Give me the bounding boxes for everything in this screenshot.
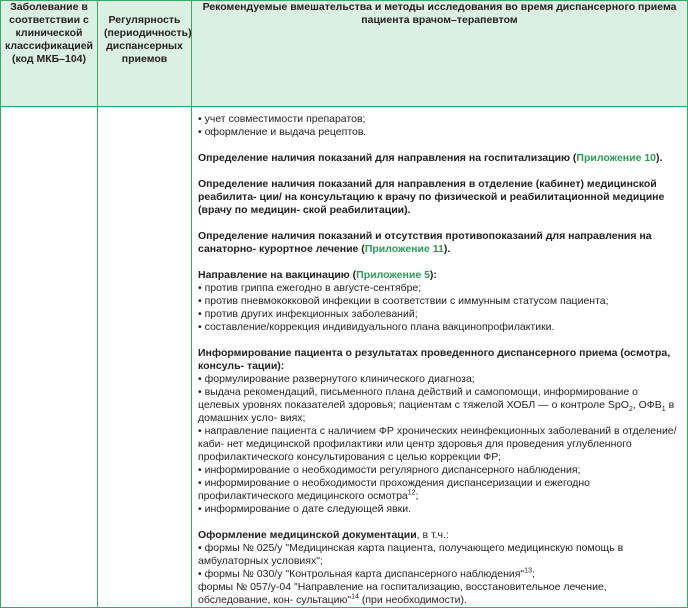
list-item: • против гриппа ежегодно в августе-сентябре;: [198, 282, 422, 294]
cell-regularity: [98, 107, 192, 608]
section-vaccination: Направление на вакцинацию (Приложение 5):: [198, 269, 437, 281]
cell-interventions: [192, 107, 688, 608]
list-item: • против пневмококковой инфекции в соответствии с иммунным статусом пациента;: [198, 295, 609, 307]
section-documentation: Оформление медицинской документации, в т.ч.:: [198, 529, 449, 541]
header-regularity: Регулярность (периодичность) диспансерных приемов: [98, 1, 192, 107]
cell-disease: [1, 107, 98, 608]
list-item: • оформление и выдача рецептов.: [198, 126, 367, 138]
list-item: • информирование о дате следующей явки.: [198, 503, 412, 515]
table-row: [1, 107, 688, 608]
interventions-content: [192, 107, 687, 607]
list-item: • информирование о необходимости регулярного диспансерного наблюдения;: [198, 464, 581, 476]
list-item: • формулирование развернутого клинического диагноза;: [198, 373, 475, 385]
header-disease-classification: Заболевание в соответствии с клинической классификацией (код МКБ–104): [1, 1, 98, 107]
list-item: • выдача рекомендаций, письменного плана действий и самопомощи, информирование о целевых уровнях показателей здоровья; пациентам с тяжелой ХОБЛ — о контроле SpO$_2$, $ОФВ_1$ в домашних усло- виях;: [198, 386, 675, 424]
list-item: • направление пациента с наличием ФР хронических неинфекционных заболеваний в отделение/каби- нет медицинской профилактики или центр здоровья для проведения углубленного профилактического консультирования с целью коррекции ФР;: [198, 425, 677, 463]
appendix-5-link[interactable]: Приложение 5: [356, 269, 430, 281]
list-item: • формы № 030/у "Контрольная карта диспансерного наблюдения"$^{13}$;: [198, 567, 535, 580]
section-sanatorium: Определение наличия показаний и отсутствия противопоказаний для направления на санаторно- курортное лечение (Приложение 11).: [198, 230, 652, 255]
list-item: • составление/коррекция индивидуального плана вакцинопрофилактики.: [198, 321, 555, 333]
header-interventions: Рекомендуемые вмешательства и методы исследования во время диспансерного приема пациента врачом–терапевтом: [192, 1, 688, 107]
section-rehabilitation: Определение наличия показаний для направления в отделение (кабинет) медицинской реабилита- ции/ на консультацию к врачу по физической и реабилитационной медицине (врачу по медицин- ской реабилитации).: [198, 178, 665, 216]
section-hospitalization: Определение наличия показаний для направления на госпитализацию (Приложение 10).: [198, 152, 663, 164]
list-item: • учет совместимости препаратов;: [198, 113, 366, 125]
list-item: формы № 057/у-04 "Направление на госпитализацию, восстановительное лечение, обследование, кон- сультацию"$^{14}$ (при необходимости).: [198, 581, 607, 606]
list-item: • против других инфекционных заболеваний;: [198, 308, 418, 320]
appendix-10-link[interactable]: Приложение 10: [576, 152, 657, 164]
list-item: • информирование о необходимости прохождения диспансеризации и ежегодно профилактического медицинского осмотра$^{12}$;: [198, 477, 590, 502]
section-informing: Информирование пациента о результатах проведенного диспансерного приема (осмотра, консуль- тации):: [198, 347, 671, 372]
list-item: • формы № 025/у "Медицинская карта пациента, получающего медицинскую помощь в амбулаторных условиях";: [198, 542, 624, 567]
appendix-11-link[interactable]: Приложение 11: [364, 243, 444, 255]
table-header-row: [1, 1, 688, 107]
